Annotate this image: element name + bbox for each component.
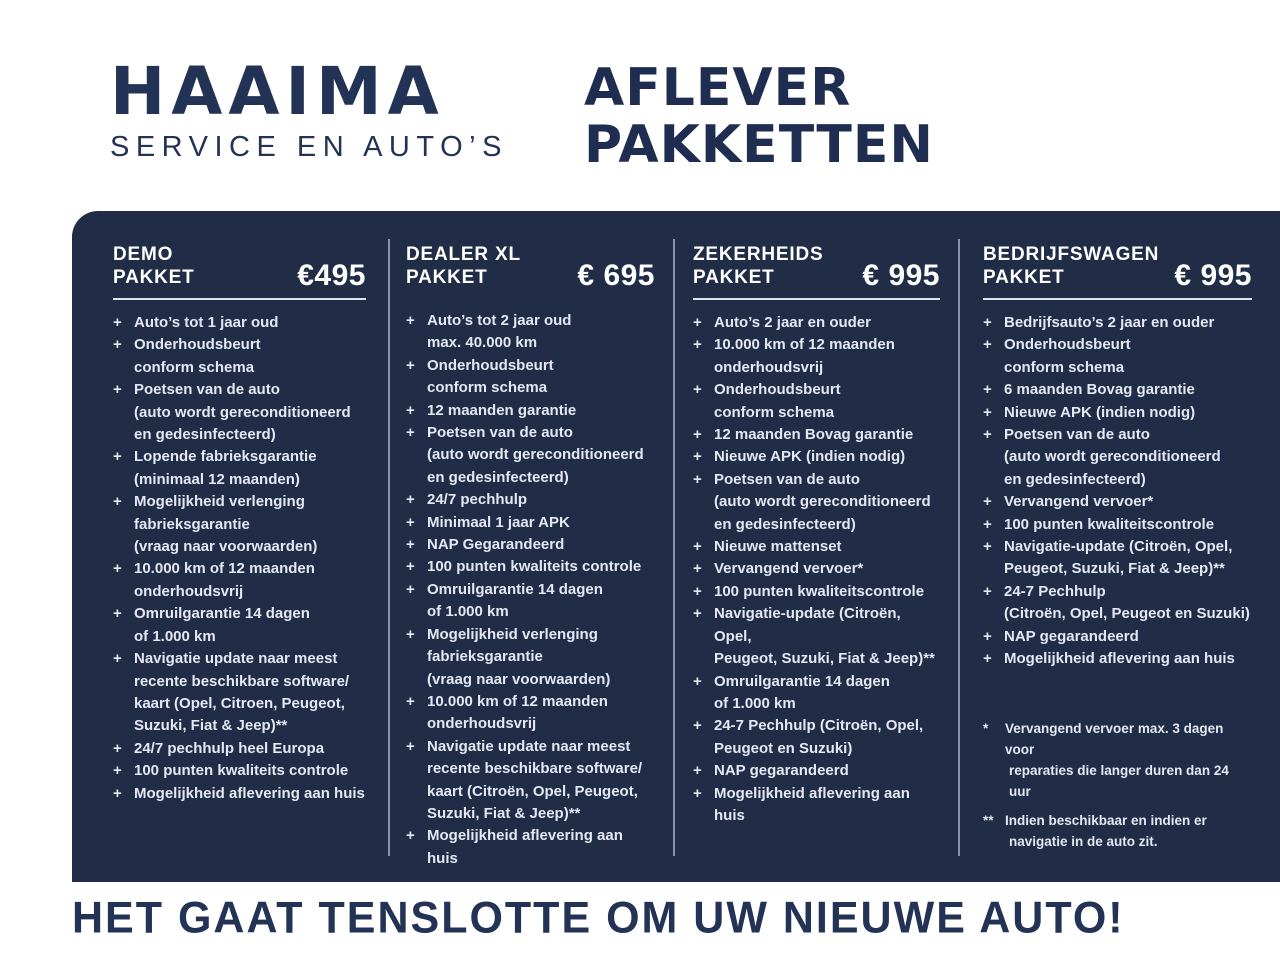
- feature-line: kaart (Opel, Citroen, Peugeot,: [134, 694, 345, 712]
- plus-marker: +: [406, 401, 415, 419]
- footnote-line: navigatie in de auto zit.: [1009, 834, 1158, 849]
- feature-text: [134, 760, 366, 782]
- feature-line: of 1.000 km: [714, 694, 796, 712]
- feature-line: kaart (Citroën, Opel, Peugeot,: [427, 782, 638, 800]
- column-divider-1: [388, 239, 390, 856]
- footnote-text: [1005, 718, 1252, 802]
- feature-line: (auto wordt gereconditioneerd: [134, 403, 351, 421]
- feature-item: [983, 491, 1252, 513]
- feature-text: [427, 355, 655, 400]
- feature-line: onderhoudsvrij: [714, 358, 824, 376]
- feature-line: 12 maanden Bovag garantie: [714, 426, 914, 444]
- feature-item: [693, 334, 940, 379]
- feature-line: of 1.000 km: [427, 603, 509, 621]
- plus-marker: +: [693, 381, 702, 399]
- plus-marker: +: [693, 314, 702, 331]
- package-header: [406, 243, 655, 292]
- feature-line: 100 punten kwaliteits controle: [134, 762, 349, 780]
- feature-text: [1004, 491, 1252, 513]
- footnotes-block: [983, 710, 1252, 854]
- feature-line: Poetsen van de auto: [427, 424, 573, 442]
- feature-line: Auto’s tot 2 jaar oud: [427, 312, 572, 329]
- feature-line: (auto wordt gereconditioneerd: [714, 493, 931, 511]
- plus-marker: +: [693, 784, 702, 802]
- feature-item: [983, 424, 1252, 491]
- feature-item: [693, 379, 940, 424]
- feature-line: Vervangend vervoer*: [1004, 493, 1154, 511]
- feature-item: [406, 556, 655, 578]
- feature-item: [983, 536, 1252, 581]
- plus-marker: +: [693, 605, 702, 623]
- plus-marker: +: [406, 424, 415, 442]
- feature-line: 10.000 km of 12 maanden: [134, 560, 315, 578]
- feature-text: [134, 783, 366, 805]
- feature-text: [1004, 536, 1252, 581]
- feature-line: en gedesinfecteerd): [714, 515, 856, 533]
- feature-text: [134, 446, 366, 491]
- feature-line: Nieuwe APK (indien nodig): [1004, 403, 1196, 421]
- plus-marker: +: [113, 381, 122, 399]
- plus-marker: +: [693, 426, 702, 444]
- feature-line: Mogelijkheid aflevering aan huis: [1004, 650, 1235, 668]
- header-rule: [113, 298, 366, 300]
- package-price: € 695: [577, 259, 655, 292]
- feature-line: 12 maanden garantie: [427, 401, 577, 419]
- plus-marker: +: [693, 762, 702, 780]
- feature-item: [983, 402, 1252, 424]
- feature-text: [714, 334, 940, 379]
- plus-marker: +: [406, 558, 415, 576]
- footnote-text: [1005, 810, 1252, 852]
- feature-line: Peugeot, Suzuki, Fiat & Jeep)**: [1004, 560, 1225, 578]
- feature-item: [113, 558, 366, 603]
- package-feature-list: [983, 312, 1252, 671]
- feature-text: [714, 715, 940, 760]
- plus-marker: +: [406, 625, 415, 643]
- feature-text: [427, 556, 655, 578]
- feature-item: [693, 760, 940, 782]
- feature-item: [113, 491, 366, 558]
- feature-item: [693, 469, 940, 536]
- footnote-line: reparaties die langer duren dan 24 uur: [1009, 763, 1229, 799]
- feature-line: 6 maanden Bovag garantie: [1004, 381, 1195, 399]
- plus-marker: +: [693, 672, 702, 690]
- feature-line: conform schema: [427, 379, 548, 397]
- package-name-line: PAKKET: [113, 267, 195, 288]
- feature-text: [427, 691, 655, 736]
- feature-item: [113, 379, 366, 446]
- plus-marker: +: [983, 627, 992, 645]
- feature-item: [693, 312, 940, 334]
- feature-line: Mogelijkheid aflevering aan huis: [134, 784, 365, 802]
- plus-marker: +: [406, 312, 415, 329]
- package-column-3: [673, 211, 958, 882]
- feature-line: Onderhoudsbeurt: [134, 336, 261, 354]
- feature-line: (vraag naar voorwaarden): [427, 670, 611, 688]
- plus-marker: +: [693, 717, 702, 735]
- feature-text: [1004, 312, 1252, 334]
- feature-item: [406, 422, 655, 489]
- plus-marker: +: [113, 336, 122, 354]
- feature-line: en gedesinfecteerd): [1004, 470, 1146, 488]
- feature-item: [406, 355, 655, 400]
- plus-marker: +: [113, 314, 122, 331]
- plus-marker: +: [693, 448, 702, 466]
- feature-text: [714, 783, 940, 828]
- feature-line: Vervangend vervoer*: [714, 560, 864, 578]
- package-price: €495: [297, 259, 366, 292]
- feature-line: Mogelijkheid verlenging: [134, 493, 305, 511]
- feature-text: [714, 603, 940, 670]
- package-header: [983, 243, 1252, 292]
- plus-marker: +: [406, 580, 415, 598]
- feature-item: [113, 760, 366, 782]
- feature-item: [113, 312, 366, 334]
- package-name-line: DEMO: [113, 244, 174, 265]
- package-name-line: DEALER XL: [406, 244, 521, 265]
- footnote-marker: *: [983, 721, 989, 736]
- feature-item: [406, 489, 655, 511]
- package-column-2: [388, 211, 673, 882]
- plus-marker: +: [983, 314, 992, 331]
- package-feature-list: [113, 312, 366, 805]
- feature-text: [134, 334, 366, 379]
- feature-line: Auto’s 2 jaar en ouder: [714, 314, 871, 331]
- feature-item: [406, 825, 655, 870]
- package-price: € 995: [1174, 259, 1252, 292]
- feature-item: [113, 334, 366, 379]
- feature-line: Navigatie update naar meest: [427, 737, 631, 755]
- plus-marker: +: [983, 650, 992, 668]
- feature-line: 100 punten kwaliteitscontrole: [1004, 515, 1215, 533]
- feature-item: [113, 648, 366, 738]
- feature-line: NAP Gegarandeerd: [427, 536, 565, 554]
- feature-text: [1004, 379, 1252, 401]
- feature-line: Lopende fabrieksgarantie: [134, 448, 317, 466]
- feature-line: 24-7 Pechhulp: [1004, 582, 1106, 600]
- package-column-4: [958, 211, 1280, 882]
- feature-text: [427, 310, 655, 355]
- package-header: [693, 243, 940, 292]
- page-title-line1: AFLEVER: [584, 58, 852, 118]
- package-price: € 995: [862, 259, 940, 292]
- feature-text: [134, 648, 366, 738]
- feature-item: [693, 558, 940, 580]
- feature-text: [1004, 402, 1252, 424]
- plus-marker: +: [406, 737, 415, 755]
- feature-line: Onderhoudsbeurt: [714, 381, 841, 399]
- feature-text: [714, 671, 940, 716]
- plus-marker: +: [693, 582, 702, 600]
- plus-marker: +: [113, 605, 122, 623]
- feature-line: (Citroën, Opel, Peugeot en Suzuki): [1004, 605, 1250, 623]
- feature-text: [134, 491, 366, 558]
- feature-item: [693, 783, 940, 828]
- feature-text: [134, 379, 366, 446]
- feature-text: [134, 558, 366, 603]
- feature-text: [427, 624, 655, 691]
- feature-item: [406, 691, 655, 736]
- plus-marker: +: [693, 560, 702, 578]
- plus-marker: +: [113, 784, 122, 802]
- feature-line: Navigatie-update (Citroën, Opel,: [1004, 538, 1233, 556]
- feature-line: (vraag naar voorwaarden): [134, 538, 318, 556]
- plus-marker: +: [693, 470, 702, 488]
- feature-text: [427, 534, 655, 556]
- brand-tagline: SERVICE EN AUTO’S: [110, 131, 508, 163]
- feature-item: [406, 624, 655, 691]
- feature-line: Minimaal 1 jaar APK: [427, 513, 570, 531]
- plus-marker: +: [406, 356, 415, 374]
- feature-line: Onderhoudsbeurt: [427, 356, 554, 374]
- brand-block: [110, 53, 508, 164]
- plus-marker: +: [406, 827, 415, 845]
- column-divider-3: [958, 239, 960, 856]
- package-name-line: PAKKET: [983, 267, 1065, 288]
- feature-item: [983, 334, 1252, 379]
- feature-line: Navigatie update naar meest: [134, 650, 338, 668]
- footer-slogan: HET GAAT TENSLOTTE OM UW NIEUWE AUTO!: [72, 893, 1125, 943]
- feature-item: [406, 579, 655, 624]
- feature-text: [427, 422, 655, 489]
- package-feature-list: [693, 312, 940, 827]
- feature-line: 10.000 km of 12 maanden: [714, 336, 895, 354]
- packages-panel: [72, 211, 1280, 882]
- feature-line: 24-7 Pechhulp (Citroën, Opel,: [714, 717, 924, 735]
- feature-line: NAP gegarandeerd: [1004, 627, 1139, 645]
- feature-text: [1004, 334, 1252, 379]
- feature-text: [134, 312, 366, 334]
- feature-text: [1004, 648, 1252, 670]
- footnote: [983, 718, 1252, 802]
- feature-line: (auto wordt gereconditioneerd: [1004, 448, 1221, 466]
- package-name-line: PAKKET: [693, 267, 775, 288]
- package-feature-list: [406, 310, 655, 870]
- package-name-line: ZEKERHEIDS: [693, 244, 824, 265]
- header-rule: [983, 298, 1252, 300]
- feature-line: Auto’s tot 1 jaar oud: [134, 314, 279, 331]
- feature-line: Suzuki, Fiat & Jeep)**: [427, 804, 581, 822]
- package-name: [406, 243, 521, 289]
- feature-line: (minimaal 12 maanden): [134, 470, 300, 488]
- feature-item: [983, 379, 1252, 401]
- feature-line: onderhoudsvrij: [134, 582, 244, 600]
- footnote-line: Vervangend vervoer max. 3 dagen voor: [1005, 721, 1224, 757]
- feature-line: fabrieksgarantie: [134, 515, 250, 533]
- feature-item: [406, 310, 655, 355]
- feature-line: Suzuki, Fiat & Jeep)**: [134, 717, 288, 735]
- plus-marker: +: [113, 493, 122, 511]
- plus-marker: +: [406, 692, 415, 710]
- plus-marker: +: [983, 515, 992, 533]
- feature-text: [714, 558, 940, 580]
- feature-text: [427, 579, 655, 624]
- feature-item: [406, 512, 655, 534]
- feature-text: [714, 469, 940, 536]
- feature-text: [714, 312, 940, 334]
- plus-marker: +: [983, 381, 992, 399]
- feature-text: [1004, 514, 1252, 536]
- plus-marker: +: [113, 650, 122, 668]
- feature-line: 24/7 pechhulp heel Europa: [134, 739, 325, 757]
- feature-text: [427, 400, 655, 422]
- plus-marker: +: [693, 336, 702, 354]
- feature-item: [983, 581, 1252, 626]
- plus-marker: +: [113, 560, 122, 578]
- feature-item: [406, 736, 655, 826]
- feature-line: en gedesinfecteerd): [427, 468, 569, 486]
- plus-marker: +: [983, 403, 992, 421]
- feature-text: [427, 489, 655, 511]
- feature-item: [693, 671, 940, 716]
- feature-line: Poetsen van de auto: [1004, 426, 1150, 444]
- feature-line: Peugeot, Suzuki, Fiat & Jeep)**: [714, 650, 935, 668]
- package-name: [983, 243, 1159, 289]
- feature-item: [693, 536, 940, 558]
- feature-line: conform schema: [134, 358, 255, 376]
- feature-line: Mogelijkheid aflevering aan huis: [427, 827, 623, 867]
- feature-text: [714, 424, 940, 446]
- feature-line: Nieuwe mattenset: [714, 538, 842, 556]
- header-rule: [693, 298, 940, 300]
- plus-marker: +: [983, 426, 992, 444]
- feature-item: [983, 514, 1252, 536]
- feature-line: recente beschikbare software/: [134, 672, 350, 690]
- feature-line: en gedesinfecteerd): [134, 426, 276, 444]
- feature-line: (auto wordt gereconditioneerd: [427, 446, 644, 464]
- feature-line: of 1.000 km: [134, 627, 216, 645]
- feature-item: [113, 783, 366, 805]
- feature-text: [427, 825, 655, 870]
- page-title-line2: PAKKETTEN: [584, 115, 934, 175]
- feature-line: conform schema: [714, 403, 835, 421]
- plus-marker: +: [693, 538, 702, 556]
- feature-text: [427, 736, 655, 826]
- feature-item: [113, 446, 366, 491]
- feature-line: Navigatie-update (Citroën, Opel,: [714, 605, 901, 645]
- footnote: [983, 810, 1252, 852]
- plus-marker: +: [113, 448, 122, 466]
- feature-text: [134, 603, 366, 648]
- feature-line: Poetsen van de auto: [714, 470, 860, 488]
- feature-line: Nieuwe APK (indien nodig): [714, 448, 906, 466]
- feature-line: Onderhoudsbeurt: [1004, 336, 1131, 354]
- feature-text: [714, 581, 940, 603]
- feature-line: 24/7 pechhulp: [427, 491, 528, 509]
- brand-name: HAAIMA: [110, 53, 445, 130]
- feature-item: [693, 446, 940, 468]
- plus-marker: +: [983, 538, 992, 556]
- package-header: [113, 243, 366, 292]
- feature-text: [1004, 581, 1252, 626]
- feature-text: [1004, 424, 1252, 491]
- plus-marker: +: [113, 739, 122, 757]
- package-name: [693, 243, 823, 289]
- plus-marker: +: [983, 582, 992, 600]
- plus-marker: +: [406, 513, 415, 531]
- feature-item: [693, 715, 940, 760]
- feature-item: [406, 400, 655, 422]
- package-name-line: PAKKET: [406, 267, 488, 288]
- feature-item: [983, 626, 1252, 648]
- feature-item: [113, 603, 366, 648]
- feature-line: recente beschikbare software/: [427, 760, 643, 778]
- feature-item: [406, 534, 655, 556]
- feature-line: 100 punten kwaliteits controle: [427, 558, 642, 576]
- footnote-line: Indien beschikbaar en indien er: [1005, 813, 1207, 828]
- feature-line: conform schema: [1004, 358, 1125, 376]
- feature-line: Mogelijkheid verlenging: [427, 625, 598, 643]
- package-name-line: BEDRIJFSWAGEN: [983, 244, 1160, 265]
- feature-item: [693, 424, 940, 446]
- feature-text: [714, 536, 940, 558]
- feature-text: [134, 738, 366, 760]
- feature-line: Omruilgarantie 14 dagen: [134, 605, 310, 623]
- feature-line: Omruilgarantie 14 dagen: [427, 580, 603, 598]
- page-title: [584, 60, 934, 174]
- feature-line: onderhoudsvrij: [427, 715, 537, 733]
- feature-text: [427, 512, 655, 534]
- feature-text: [714, 379, 940, 424]
- feature-text: [714, 760, 940, 782]
- feature-item: [693, 603, 940, 670]
- package-column-1: [72, 211, 388, 882]
- feature-line: Omruilgarantie 14 dagen: [714, 672, 890, 690]
- feature-line: Peugeot en Suzuki): [714, 739, 853, 757]
- plus-marker: +: [113, 762, 122, 780]
- footnote-marker: **: [983, 813, 994, 828]
- feature-item: [693, 581, 940, 603]
- plus-marker: +: [983, 493, 992, 511]
- plus-marker: +: [983, 336, 992, 354]
- feature-line: max. 40.000 km: [427, 334, 538, 352]
- plus-marker: +: [406, 491, 415, 509]
- feature-line: Poetsen van de auto: [134, 381, 280, 399]
- feature-line: Mogelijkheid aflevering aan huis: [714, 784, 910, 824]
- plus-marker: +: [406, 536, 415, 554]
- feature-line: Bedrijfsauto’s 2 jaar en ouder: [1004, 314, 1215, 331]
- feature-line: fabrieksgarantie: [427, 648, 543, 666]
- feature-text: [1004, 626, 1252, 648]
- package-name: [113, 243, 195, 289]
- feature-text: [714, 446, 940, 468]
- column-divider-2: [673, 239, 675, 856]
- feature-line: 100 punten kwaliteitscontrole: [714, 582, 925, 600]
- feature-item: [983, 648, 1252, 670]
- feature-line: 10.000 km of 12 maanden: [427, 692, 608, 710]
- feature-item: [983, 312, 1252, 334]
- feature-item: [113, 738, 366, 760]
- feature-line: NAP gegarandeerd: [714, 762, 849, 780]
